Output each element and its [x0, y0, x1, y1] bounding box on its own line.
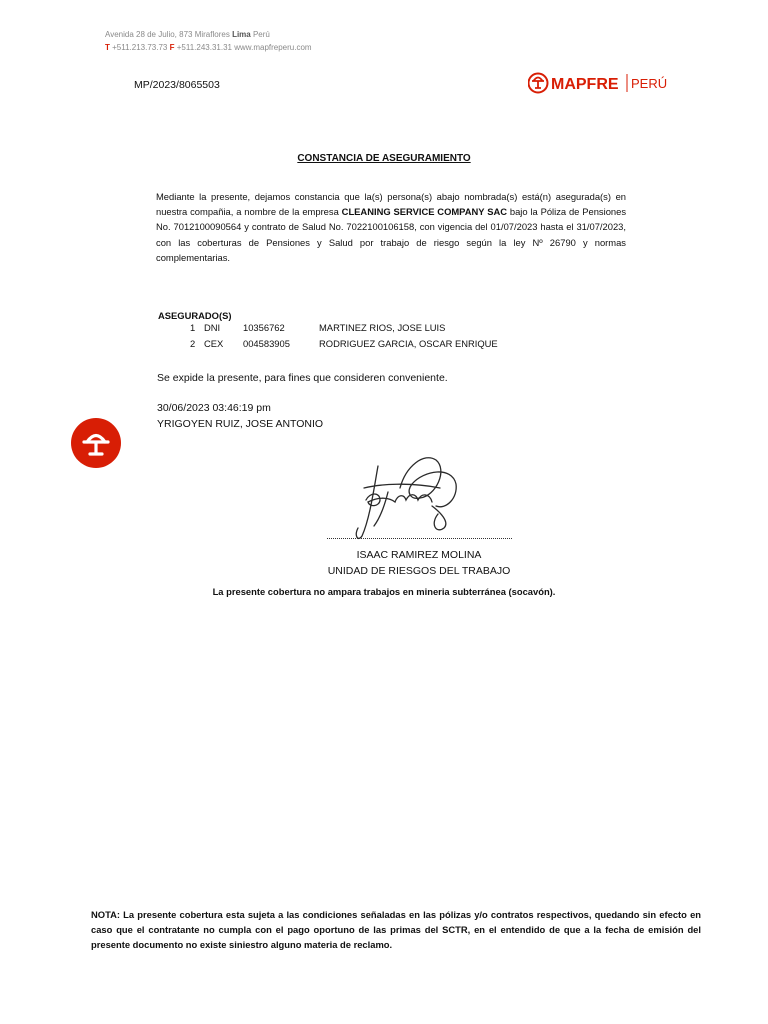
coverage-disclaimer: La presente cobertura no ampara trabajos en mineria subterránea (socavón).: [212, 586, 556, 597]
row-number: 1: [190, 322, 196, 333]
insured-name: MARTINEZ RIOS, JOSE LUIS: [319, 322, 446, 333]
issuer-name: YRIGOYEN RUIZ, JOSE ANTONIO: [157, 418, 324, 430]
fax-prefix: F: [169, 43, 175, 52]
body-text-1: Mediante la presente, dejamos constancia que la(s) persona(s) abajo nombrada(s) está(n) asegurada(s) en nuestra compañia, a nombre de la empresa: [156, 191, 626, 218]
doc-number: 004583905: [243, 338, 290, 349]
website: www.mapfreperu.com: [234, 43, 312, 52]
address-street: Avenida 28 de Julio, 873 Miraflores: [105, 30, 230, 39]
issue-datetime: 30/06/2023 03:46:19 pm: [157, 402, 271, 414]
tel-number: +511.213.73.73: [112, 43, 168, 52]
company-name: CLEANING SERVICE COMPANY SAC: [341, 206, 508, 218]
signer-unit: UNIDAD DE RIESGOS DEL TRABAJO: [327, 565, 511, 577]
reference-number: MP/2023/8065503: [134, 79, 220, 91]
mapfre-side-emblem: [71, 418, 121, 468]
mapfre-emblem-icon: [532, 78, 544, 89]
logo-country: PERÚ: [631, 76, 668, 91]
insured-heading: ASEGURADO(S): [158, 310, 232, 321]
mapfre-emblem-icon: [71, 418, 121, 468]
mapfre-logo: [528, 70, 668, 96]
expide-statement: Se expide la presente, para fines que consideren conveniente.: [157, 372, 448, 384]
tel-prefix: T: [105, 43, 110, 52]
insured-row: [0, 322, 768, 338]
doc-number: 10356762: [243, 322, 285, 333]
doc-type: DNI: [204, 322, 221, 333]
doc-type: CEX: [204, 338, 224, 349]
signature-line: [327, 538, 512, 539]
logo-brand: MAPFRE: [551, 76, 619, 93]
contact-line: [105, 41, 312, 54]
body-paragraph: [156, 189, 626, 265]
letterhead-address: [105, 28, 312, 54]
note-text: La presente cobertura esta sujeta a las condiciones señaladas en las pólizas y/o contratos respectivos, quedando sin efecto en caso que el contratante no cumpla con el pago oportuno de las primas del SCTR, en el entendido de que a la fecha de emisión del presente documento no existe siniestro alguno materia de reclamo.: [91, 909, 702, 951]
address-country: Perú: [252, 30, 270, 39]
footer-note: [91, 907, 701, 953]
handwritten-signature: [340, 448, 470, 543]
fax-number: +511.243.31.31: [176, 43, 232, 52]
address-line: [105, 28, 312, 41]
document-title: CONSTANCIA DE ASEGURAMIENTO: [297, 153, 471, 164]
insured-row: [0, 338, 768, 354]
row-number: 2: [190, 338, 196, 349]
note-label: NOTA:: [91, 909, 120, 920]
insured-name: RODRIGUEZ GARCIA, OSCAR ENRIQUE: [319, 338, 498, 349]
body-text-2: bajo la Póliza de Pensiones No. 7012100090564 y contrato de Salud No. 7022100106158, con vigencia del 01/07/2023 hasta el 31/07/2023, con las coberturas de Pensiones y Salud por trabajo de riesgo según la ley Nº 26790 y normas complementarias.: [156, 206, 627, 263]
address-city: Lima: [232, 30, 251, 39]
signer-name: ISAAC RAMIREZ MOLINA: [356, 549, 482, 561]
